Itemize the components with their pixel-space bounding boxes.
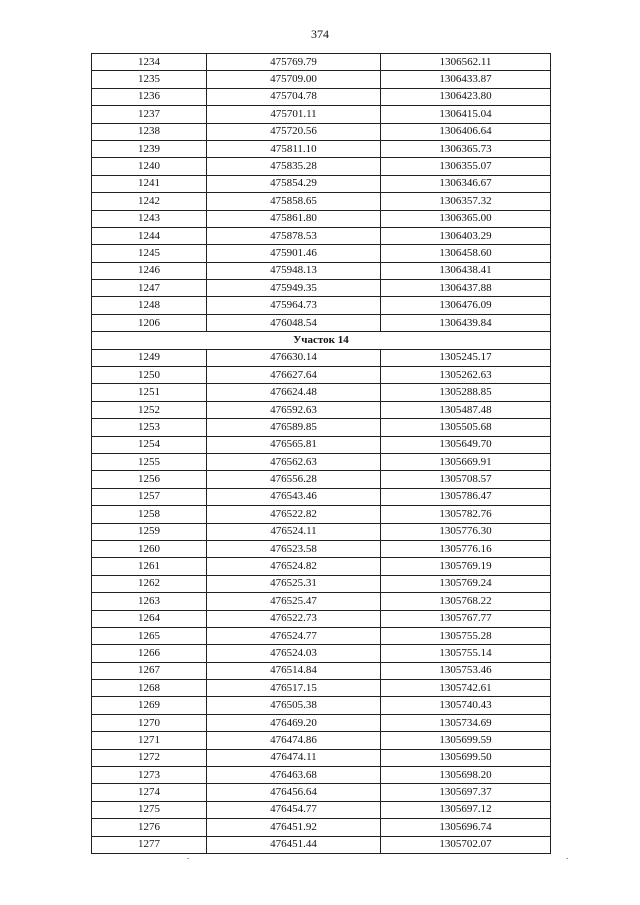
y-coordinate-cell: 1305740.43 xyxy=(381,697,551,714)
y-coordinate-cell: 1305698.20 xyxy=(381,767,551,784)
y-coordinate-cell: 1305696.74 xyxy=(381,819,551,836)
x-coordinate-cell: 475704.78 xyxy=(207,88,381,105)
table-row xyxy=(92,314,551,331)
y-coordinate-cell: 1305742.61 xyxy=(381,680,551,697)
point-number-cell: 1264 xyxy=(92,610,207,627)
point-number-cell: 1249 xyxy=(92,349,207,366)
x-coordinate-cell: 476456.64 xyxy=(207,784,381,801)
table-row xyxy=(92,401,551,418)
point-number-cell: 1274 xyxy=(92,784,207,801)
x-coordinate-cell: 475720.56 xyxy=(207,123,381,140)
x-coordinate-cell: 475948.13 xyxy=(207,262,381,279)
point-number-cell: 1259 xyxy=(92,523,207,540)
x-coordinate-cell: 475709.00 xyxy=(207,71,381,88)
point-number-cell: 1269 xyxy=(92,697,207,714)
x-coordinate-cell: 475861.80 xyxy=(207,210,381,227)
x-coordinate-cell: 476451.44 xyxy=(207,836,381,853)
table-row xyxy=(92,819,551,836)
table-row xyxy=(92,106,551,123)
table-row xyxy=(92,558,551,575)
point-number-cell: 1267 xyxy=(92,662,207,679)
y-coordinate-cell: 1305786.47 xyxy=(381,488,551,505)
point-number-cell: 1275 xyxy=(92,801,207,818)
y-coordinate-cell: 1305699.50 xyxy=(381,749,551,766)
y-coordinate-cell: 1306438.41 xyxy=(381,262,551,279)
y-coordinate-cell: 1305782.76 xyxy=(381,506,551,523)
table-row xyxy=(92,732,551,749)
y-coordinate-cell: 1306415.04 xyxy=(381,106,551,123)
point-number-cell: 1256 xyxy=(92,471,207,488)
point-number-cell: 1273 xyxy=(92,767,207,784)
point-number-cell: 1270 xyxy=(92,714,207,731)
point-number-cell: 1262 xyxy=(92,575,207,592)
y-coordinate-cell: 1305769.19 xyxy=(381,558,551,575)
point-number-cell: 1253 xyxy=(92,419,207,436)
table-row xyxy=(92,436,551,453)
point-number-cell: 1241 xyxy=(92,175,207,192)
point-number-cell: 1261 xyxy=(92,558,207,575)
point-number-cell: 1237 xyxy=(92,106,207,123)
scan-mark-left: . xyxy=(187,851,190,861)
x-coordinate-cell: 476592.63 xyxy=(207,401,381,418)
y-coordinate-cell: 1305755.28 xyxy=(381,627,551,644)
table-row xyxy=(92,610,551,627)
y-coordinate-cell: 1306346.67 xyxy=(381,175,551,192)
section-header xyxy=(92,332,551,349)
point-number-cell: 1240 xyxy=(92,158,207,175)
table-row xyxy=(92,384,551,401)
table-row xyxy=(92,749,551,766)
y-coordinate-cell: 1305669.91 xyxy=(381,453,551,470)
x-coordinate-cell: 476474.11 xyxy=(207,749,381,766)
point-number-cell: 1258 xyxy=(92,506,207,523)
point-number-cell: 1242 xyxy=(92,193,207,210)
table-row xyxy=(92,280,551,297)
point-number-cell: 1266 xyxy=(92,645,207,662)
point-number-cell: 1260 xyxy=(92,540,207,557)
y-coordinate-cell: 1306433.87 xyxy=(381,71,551,88)
point-number-cell: 1276 xyxy=(92,819,207,836)
x-coordinate-cell: 475769.79 xyxy=(207,54,381,71)
point-number-cell: 1239 xyxy=(92,140,207,157)
y-coordinate-cell: 1305755.14 xyxy=(381,645,551,662)
x-coordinate-cell: 475811.10 xyxy=(207,140,381,157)
point-number-cell: 1234 xyxy=(92,54,207,71)
y-coordinate-cell: 1305288.85 xyxy=(381,384,551,401)
table-row xyxy=(92,471,551,488)
point-number-cell: 1238 xyxy=(92,123,207,140)
y-coordinate-cell: 1305776.16 xyxy=(381,540,551,557)
coordinates-rows-bottom xyxy=(92,349,551,853)
table-row xyxy=(92,227,551,244)
table-row xyxy=(92,367,551,384)
point-number-cell: 1236 xyxy=(92,88,207,105)
y-coordinate-cell: 1306355.07 xyxy=(381,158,551,175)
table-row xyxy=(92,453,551,470)
y-coordinate-cell: 1305649.70 xyxy=(381,436,551,453)
y-coordinate-cell: 1306437.88 xyxy=(381,280,551,297)
point-number-cell: 1271 xyxy=(92,732,207,749)
x-coordinate-cell: 476454.77 xyxy=(207,801,381,818)
x-coordinate-cell: 476517.15 xyxy=(207,680,381,697)
coordinates-table xyxy=(91,53,551,854)
point-number-cell: 1265 xyxy=(92,627,207,644)
x-coordinate-cell: 476630.14 xyxy=(207,349,381,366)
point-number-cell: 1272 xyxy=(92,749,207,766)
x-coordinate-cell: 476048.54 xyxy=(207,314,381,331)
x-coordinate-cell: 476522.73 xyxy=(207,610,381,627)
table-row xyxy=(92,784,551,801)
section-title: Участок 14 xyxy=(92,332,551,349)
point-number-cell: 1243 xyxy=(92,210,207,227)
point-number-cell: 1247 xyxy=(92,280,207,297)
point-number-cell: 1235 xyxy=(92,71,207,88)
table-row xyxy=(92,88,551,105)
point-number-cell: 1248 xyxy=(92,297,207,314)
table-row xyxy=(92,54,551,71)
point-number-cell: 1257 xyxy=(92,488,207,505)
table-row xyxy=(92,210,551,227)
table-row xyxy=(92,523,551,540)
y-coordinate-cell: 1306476.09 xyxy=(381,297,551,314)
y-coordinate-cell: 1305702.07 xyxy=(381,836,551,853)
x-coordinate-cell: 475901.46 xyxy=(207,245,381,262)
y-coordinate-cell: 1305767.77 xyxy=(381,610,551,627)
y-coordinate-cell: 1305768.22 xyxy=(381,593,551,610)
y-coordinate-cell: 1306357.32 xyxy=(381,193,551,210)
page-number: 374 xyxy=(311,27,329,41)
table-row xyxy=(92,801,551,818)
table-row xyxy=(92,71,551,88)
x-coordinate-cell: 476523.58 xyxy=(207,540,381,557)
point-number-cell: 1206 xyxy=(92,314,207,331)
point-number-cell: 1250 xyxy=(92,367,207,384)
y-coordinate-cell: 1306562.11 xyxy=(381,54,551,71)
point-number-cell: 1246 xyxy=(92,262,207,279)
x-coordinate-cell: 475701.11 xyxy=(207,106,381,123)
x-coordinate-cell: 476451.92 xyxy=(207,819,381,836)
point-number-cell: 1252 xyxy=(92,401,207,418)
table-row xyxy=(92,836,551,853)
x-coordinate-cell: 476524.82 xyxy=(207,558,381,575)
table-row xyxy=(92,506,551,523)
coordinates-rows-top xyxy=(92,54,551,332)
y-coordinate-cell: 1305505.68 xyxy=(381,419,551,436)
x-coordinate-cell: 476627.64 xyxy=(207,367,381,384)
x-coordinate-cell: 476524.03 xyxy=(207,645,381,662)
x-coordinate-cell: 475854.29 xyxy=(207,175,381,192)
y-coordinate-cell: 1305753.46 xyxy=(381,662,551,679)
table-row xyxy=(92,262,551,279)
x-coordinate-cell: 476543.46 xyxy=(207,488,381,505)
x-coordinate-cell: 476505.38 xyxy=(207,697,381,714)
table-row xyxy=(92,593,551,610)
y-coordinate-cell: 1305776.30 xyxy=(381,523,551,540)
x-coordinate-cell: 476589.85 xyxy=(207,419,381,436)
x-coordinate-cell: 475949.35 xyxy=(207,280,381,297)
y-coordinate-cell: 1306406.64 xyxy=(381,123,551,140)
point-number-cell: 1251 xyxy=(92,384,207,401)
x-coordinate-cell: 476525.31 xyxy=(207,575,381,592)
y-coordinate-cell: 1305699.59 xyxy=(381,732,551,749)
section-title-row xyxy=(92,332,551,349)
table-row xyxy=(92,175,551,192)
table-row xyxy=(92,123,551,140)
x-coordinate-cell: 476474.86 xyxy=(207,732,381,749)
point-number-cell: 1263 xyxy=(92,593,207,610)
x-coordinate-cell: 476624.48 xyxy=(207,384,381,401)
x-coordinate-cell: 476565.81 xyxy=(207,436,381,453)
x-coordinate-cell: 476556.28 xyxy=(207,471,381,488)
scan-mark-right: . xyxy=(566,851,569,861)
x-coordinate-cell: 476562.63 xyxy=(207,453,381,470)
table-row xyxy=(92,488,551,505)
table-row xyxy=(92,193,551,210)
point-number-cell: 1277 xyxy=(92,836,207,853)
x-coordinate-cell: 476514.84 xyxy=(207,662,381,679)
table-row xyxy=(92,349,551,366)
x-coordinate-cell: 476463.68 xyxy=(207,767,381,784)
y-coordinate-cell: 1305708.57 xyxy=(381,471,551,488)
x-coordinate-cell: 475878.53 xyxy=(207,227,381,244)
y-coordinate-cell: 1306439.84 xyxy=(381,314,551,331)
table-row xyxy=(92,645,551,662)
y-coordinate-cell: 1306365.00 xyxy=(381,210,551,227)
table-row xyxy=(92,140,551,157)
table-row xyxy=(92,575,551,592)
table-row xyxy=(92,158,551,175)
point-number-cell: 1268 xyxy=(92,680,207,697)
table-row xyxy=(92,697,551,714)
point-number-cell: 1255 xyxy=(92,453,207,470)
x-coordinate-cell: 476525.47 xyxy=(207,593,381,610)
table-row xyxy=(92,767,551,784)
y-coordinate-cell: 1306365.73 xyxy=(381,140,551,157)
y-coordinate-cell: 1305697.12 xyxy=(381,801,551,818)
point-number-cell: 1254 xyxy=(92,436,207,453)
table-row xyxy=(92,662,551,679)
y-coordinate-cell: 1306423.80 xyxy=(381,88,551,105)
point-number-cell: 1244 xyxy=(92,227,207,244)
y-coordinate-cell: 1306458.60 xyxy=(381,245,551,262)
table-row xyxy=(92,540,551,557)
y-coordinate-cell: 1305262.63 xyxy=(381,367,551,384)
x-coordinate-cell: 476524.11 xyxy=(207,523,381,540)
table-row xyxy=(92,419,551,436)
x-coordinate-cell: 476469.20 xyxy=(207,714,381,731)
y-coordinate-cell: 1305245.17 xyxy=(381,349,551,366)
x-coordinate-cell: 476524.77 xyxy=(207,627,381,644)
table-row xyxy=(92,297,551,314)
y-coordinate-cell: 1306403.29 xyxy=(381,227,551,244)
table-row xyxy=(92,245,551,262)
x-coordinate-cell: 475858.65 xyxy=(207,193,381,210)
y-coordinate-cell: 1305734.69 xyxy=(381,714,551,731)
y-coordinate-cell: 1305487.48 xyxy=(381,401,551,418)
x-coordinate-cell: 476522.82 xyxy=(207,506,381,523)
table-row xyxy=(92,680,551,697)
point-number-cell: 1245 xyxy=(92,245,207,262)
x-coordinate-cell: 475835.28 xyxy=(207,158,381,175)
x-coordinate-cell: 475964.73 xyxy=(207,297,381,314)
y-coordinate-cell: 1305697.37 xyxy=(381,784,551,801)
table-row xyxy=(92,627,551,644)
y-coordinate-cell: 1305769.24 xyxy=(381,575,551,592)
table-row xyxy=(92,714,551,731)
